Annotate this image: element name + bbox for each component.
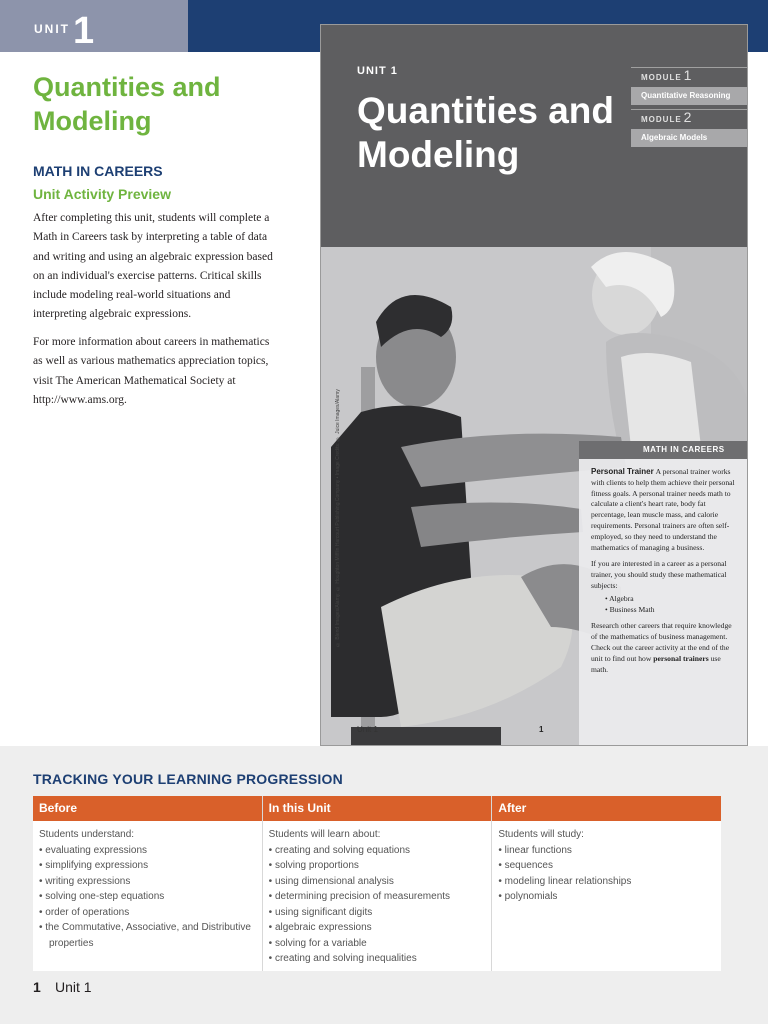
list-item: • using dimensional analysis [269,874,486,890]
book-footer-page-number: 1 [539,725,544,734]
progression-table [33,796,721,971]
after-list [498,843,715,905]
subjects-intro: If you are interested in a career as a personal trainer, you should study these mathematical subjects: [591,559,727,590]
tracking-title: TRACKING YOUR LEARNING PROGRESSION [33,771,343,787]
book-unit-label: UNIT 1 [357,65,398,77]
unit-activity-preview-heading: Unit Activity Preview [33,186,171,202]
page-number: 1 [33,979,41,995]
column-intro: Students will study: [498,829,584,840]
list-item: • modeling linear relationships [498,874,715,890]
after-column [492,796,721,971]
unit-word: UNIT [34,22,70,36]
list-item: • using significant digits [269,905,486,921]
before-list [39,843,256,952]
column-intro: Students will learn about: [268,829,381,840]
module-1-label: MODULE 1 [631,67,748,83]
list-item: • determining precision of measurements [269,889,486,905]
list-item: • evaluating expressions [39,843,256,859]
page-title: Quantities and Modeling [33,72,221,136]
list-item: • linear functions [498,843,715,859]
list-item: • creating and solving equations [269,843,486,859]
list-item: • writing expressions [39,874,256,890]
column-intro: Students understand: [39,829,135,840]
trainer-description: Personal Trainer A personal trainer works with clients to help them achieve their personal fitness goals. A personal trainer needs math to calculate a client's heart rate, body fat percentage, lean muscle mass, and calorie requirements. Personal trainers are often self-employed, so they need to understand the mathematics of managing a business. [591,467,735,552]
list-item: • solving one-step equations [39,889,256,905]
unit-tab-label [34,10,95,52]
column-header: In this Unit [263,796,492,821]
research-careers-text: Research other careers that require knowledge of the mathematics of business management. Check out the career activity at the end of the unit to find out how personal trainers use math. [591,621,732,674]
subjects-list [605,594,739,616]
module-1-name: Quantitative Reasoning [631,87,748,105]
list-item: • creating and solving inequalities [269,951,486,967]
math-in-careers-heading: MATH IN CAREERS [33,163,163,179]
book-careers-heading: MATH IN CAREERS [579,441,748,459]
list-item: • solving for a variable [269,936,486,952]
module-2-label: MODULE 2 [631,109,748,125]
career-role: Personal Trainer [591,467,654,476]
ams-info-paragraph: For more information about careers in mathematics as well as various mathematics appreciation topics, visit The American Mathematical Society at http://www.ams.org. [33,336,270,406]
footer-unit-label: Unit 1 [55,979,92,995]
module-2-name: Algebraic Models [631,129,748,147]
before-column [33,796,263,971]
list-item: • polynomials [498,889,715,905]
in-this-unit-column [263,796,493,971]
book-page-preview [320,24,748,746]
book-careers-sidebar [579,459,748,746]
in-this-unit-list [269,843,486,967]
unit-number: 1 [73,10,95,52]
activity-preview-paragraph: After completing this unit, students will complete a Math in Careers task by interpreting a table of data and writing and using an algebraic expression based on an individual's exercise patterns. Critical skills include modeling real-world situations and interpreting algebraic expressions. [33,212,273,321]
list-item: • algebraic expressions [269,920,486,936]
list-item: • order of operations [39,905,256,921]
book-title: Quantities and Modeling [357,90,614,175]
column-header: After [492,796,721,821]
list-item: • the Commutative, Associative, and Distributive properties [39,920,256,951]
column-header: Before [33,796,262,821]
list-item: • Algebra [605,594,739,605]
list-item: • Business Math [605,605,739,616]
book-footer-unit: Unit 1 [357,725,378,734]
list-item: • simplifying expressions [39,858,256,874]
list-item: • solving proportions [269,858,486,874]
photo-credit: © Blend Images/Alamy; © Houghton Mifflin Harcourt Publishing Company • Image Credits: © Juice Images/Alamy [335,389,341,647]
list-item: • sequences [498,858,715,874]
